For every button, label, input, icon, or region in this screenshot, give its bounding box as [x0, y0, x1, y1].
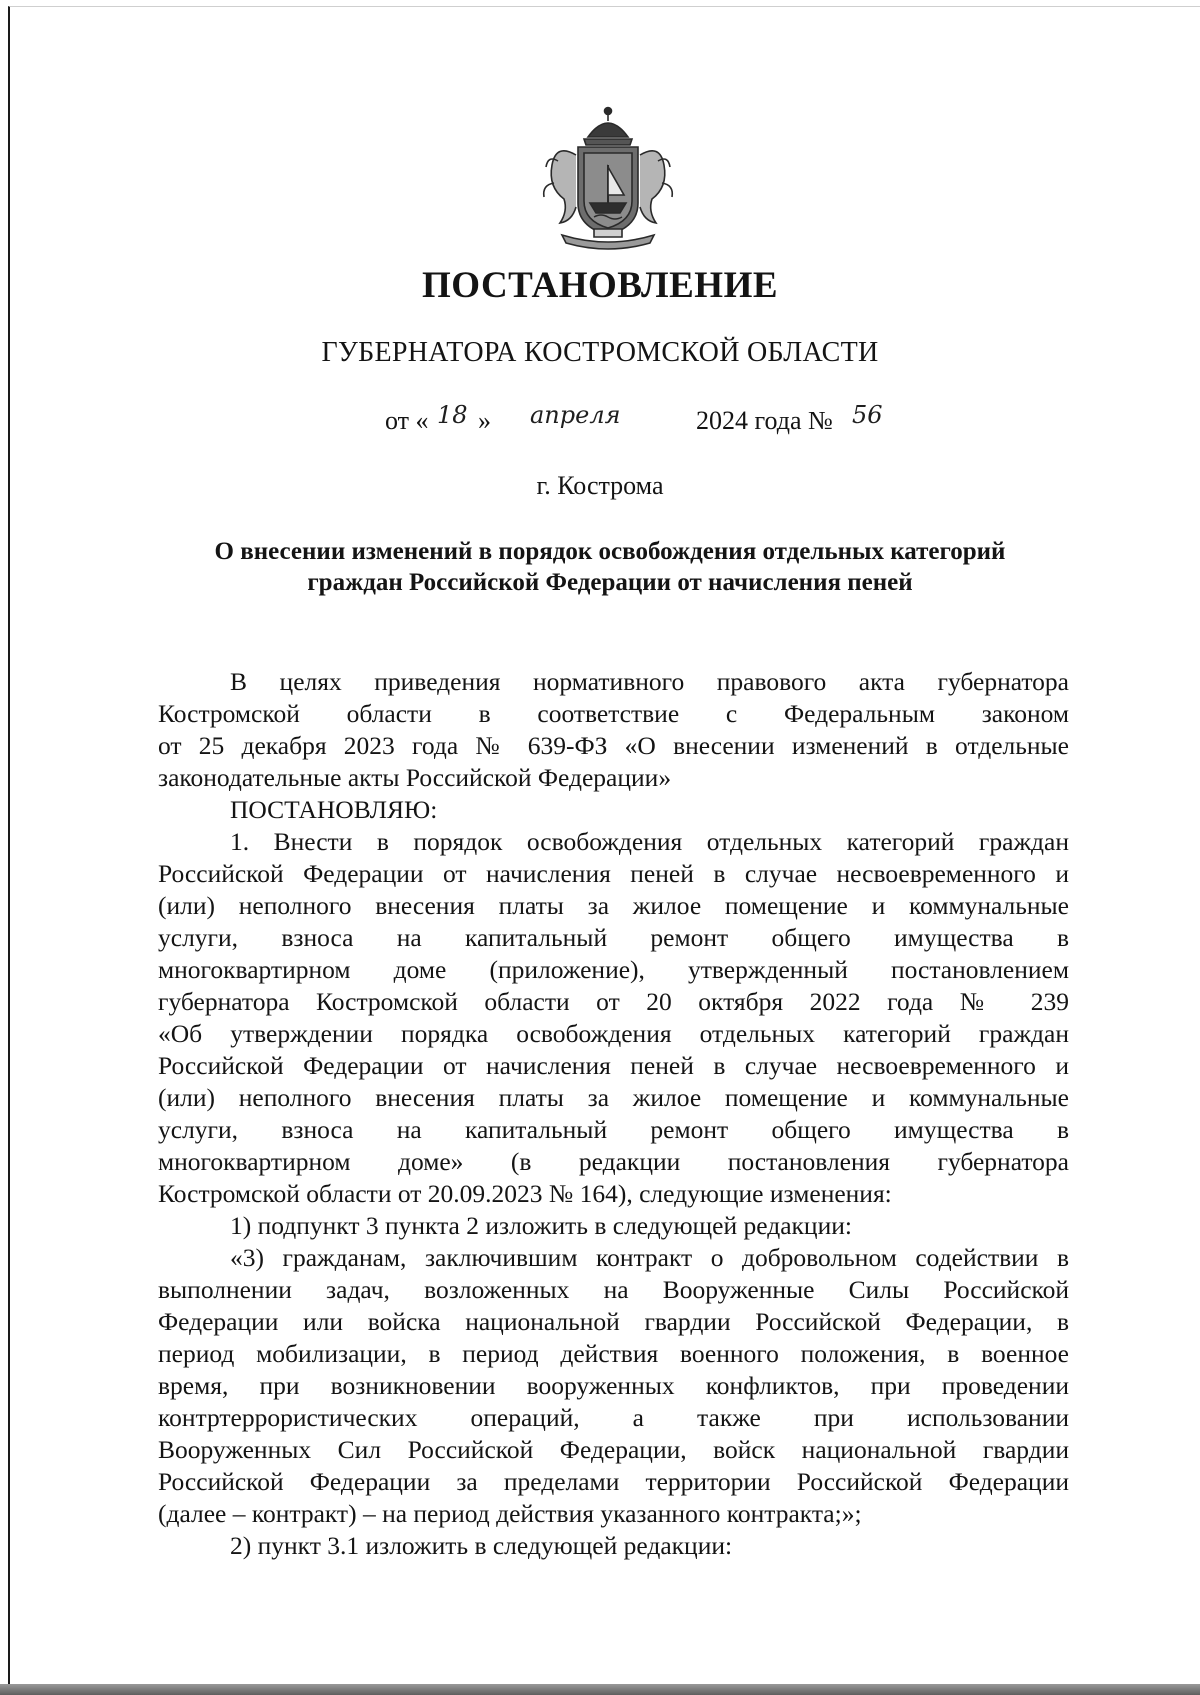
body-line: 1) подпункт 3 пункта 2 изложить в следующей редакции:: [230, 1211, 852, 1240]
city-line: г. Кострома: [536, 471, 664, 500]
date-quote-close: »: [478, 406, 491, 435]
body-line: Российской Федерации от начисления пеней в случае несвоевременного и: [158, 859, 1069, 888]
body-line: «3) гражданам, заключившим контракт о добровольном содействии в: [230, 1243, 1069, 1272]
body-line: Костромской области от 20.09.2023 № 164), следующие изменения:: [158, 1179, 892, 1208]
body-line: 1. Внести в порядок освобождения отдельных категорий граждан: [230, 827, 1069, 856]
year-and-number-label: 2024 года №: [696, 406, 833, 435]
body-line: В целях приведения нормативного правового акта губернатора: [230, 667, 1069, 696]
body-line: от 25 декабря 2023 года № 639-ФЗ «О внесении изменений в отдельные: [158, 731, 1069, 760]
body-line: ПОСТАНОВЛЯЮ:: [230, 795, 438, 824]
date-number-line: [0, 401, 1200, 441]
document-body: [158, 666, 1069, 1562]
body-line: выполнении задач, возложенных на Вооруженные Силы Российской: [158, 1275, 1069, 1304]
body-line: (или) неполного внесения платы за жилое помещение и коммунальные: [158, 1083, 1069, 1112]
body-line: услуги, взноса на капитальный ремонт общего имущества в: [158, 1115, 1069, 1144]
body-line: Вооруженных Сил Российской Федерации, войск национальной гвардии: [158, 1435, 1069, 1464]
body-line: Костромской области в соответствие с Федеральным законом: [158, 699, 1069, 728]
issuer-subtitle: ГУБЕРНАТОРА КОСТРОМСКОЙ ОБЛАСТИ: [321, 337, 879, 368]
body-line: контртеррористических операций, а также при использовании: [158, 1403, 1069, 1432]
body-line: законодательные акты Российской Федерации»: [158, 763, 672, 792]
body-line: время, при возникновении вооруженных конфликтов, при проведении: [158, 1371, 1069, 1400]
body-line: (далее – контракт) – на период действия указанного контракта;»;: [158, 1499, 862, 1528]
handwritten-month: апреля: [530, 401, 621, 429]
scan-edge-stripe: [0, 1684, 1200, 1695]
body-line: Российской Федерации за пределами территории Российской Федерации: [158, 1467, 1069, 1496]
body-line: «Об утверждении порядка освобождения отдельных категорий граждан: [158, 1019, 1069, 1048]
handwritten-day: 18: [437, 401, 468, 429]
handwritten-document-number: 56: [852, 401, 883, 429]
body-line: 2) пункт 3.1 изложить в следующей редакции:: [230, 1531, 733, 1560]
body-line: услуги, взноса на капитальный ремонт общего имущества в: [158, 923, 1069, 952]
body-line: многоквартирном доме» (в редакции постановления губернатора: [158, 1147, 1069, 1176]
heading-line: граждан Российской Федерации от начисления пеней: [307, 569, 913, 596]
body-line: Федерации или войска национальной гвардии Российской Федерации, в: [158, 1307, 1069, 1336]
document-heading: [150, 536, 1070, 598]
document-title: ПОСТАНОВЛЕНИЕ: [421, 265, 779, 306]
body-line: Российской Федерации от начисления пеней в случае несвоевременного и: [158, 1051, 1069, 1080]
body-line: многоквартирном доме (приложение), утвержденный постановлением: [158, 955, 1069, 984]
body-line: губернатора Костромской области от 20 октября 2022 года № 239: [158, 987, 1069, 1016]
body-line: период мобилизации, в период действия военного положения, в военное: [158, 1339, 1069, 1368]
body-line: (или) неполного внесения платы за жилое помещение и коммунальные: [158, 891, 1069, 920]
date-prefix: от «: [385, 406, 429, 435]
coat-of-arms-icon: [538, 103, 678, 253]
heading-line: О внесении изменений в порядок освобождения отдельных категорий: [214, 538, 1006, 565]
